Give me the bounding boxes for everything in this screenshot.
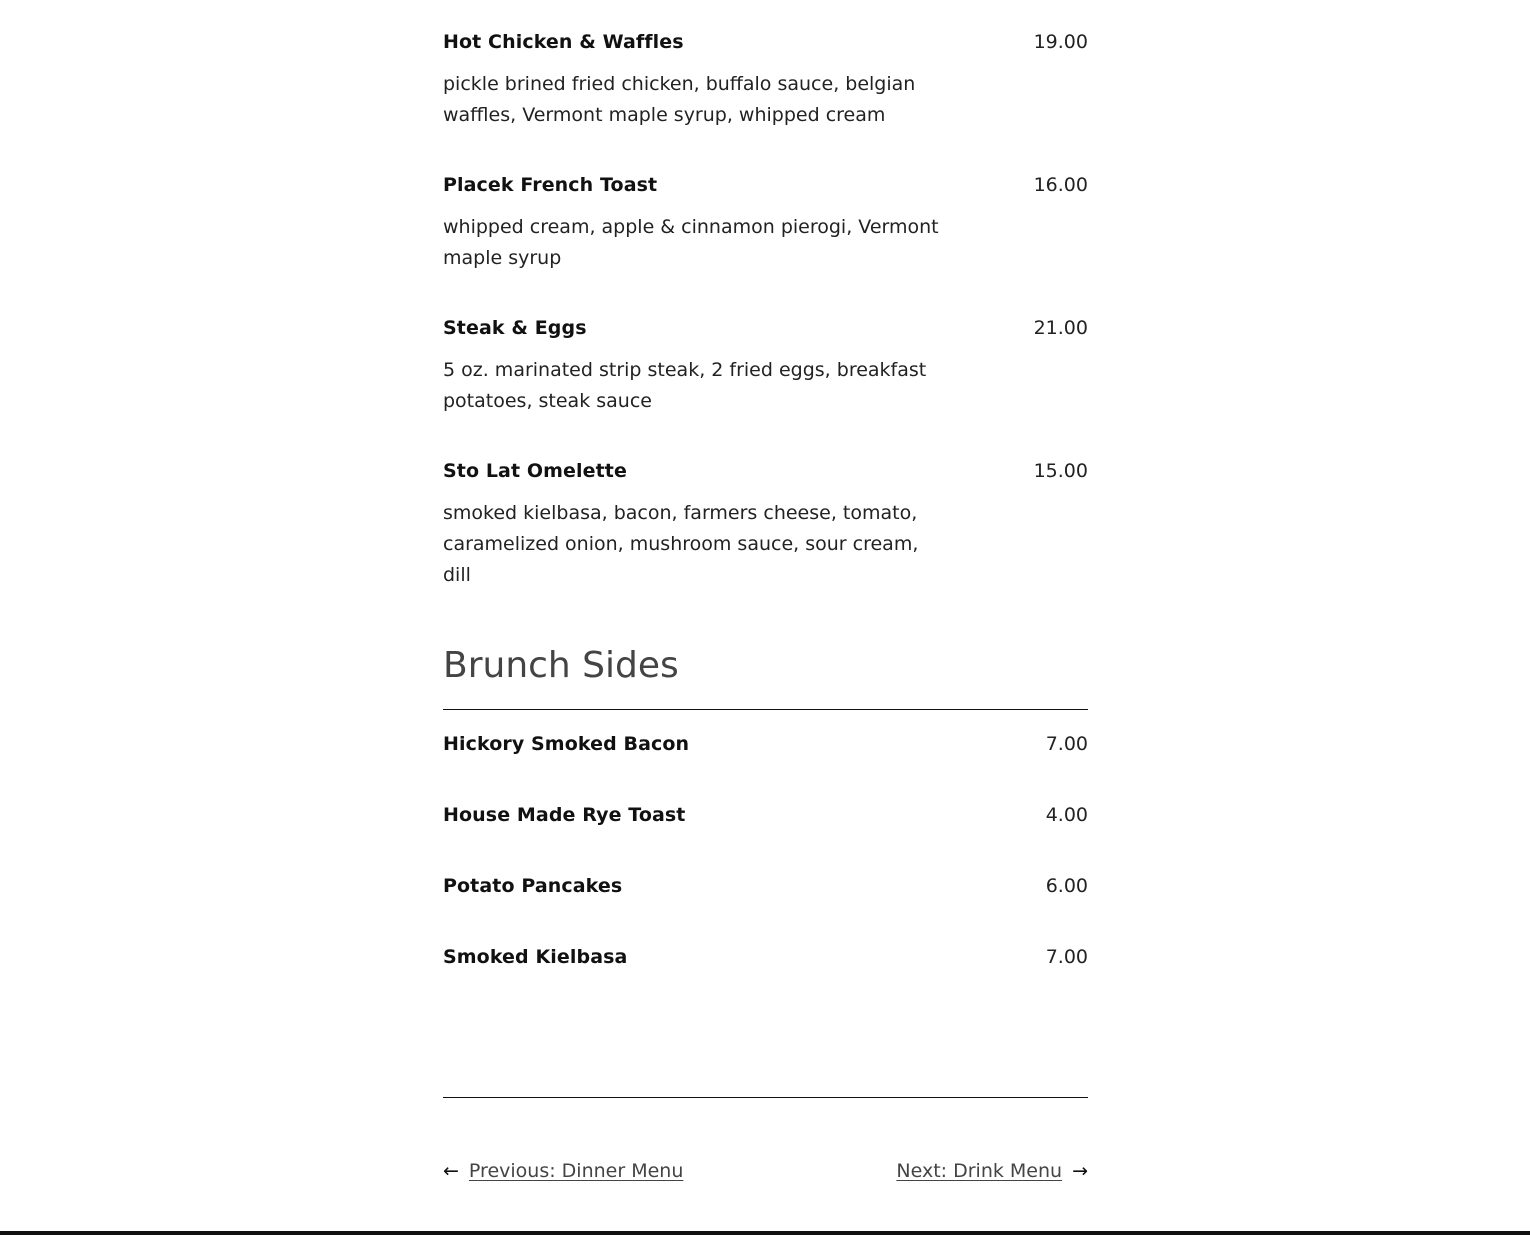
side-item-name: Smoked Kielbasa (443, 946, 628, 968)
menu-item-name: Placek French Toast (443, 174, 658, 196)
menu-item-description: whipped cream, apple & cinnamon pierogi, Vermont maple syrup (443, 216, 939, 269)
side-item-name: House Made Rye Toast (443, 804, 686, 826)
menu-item-header (443, 174, 1088, 196)
menu-item-name: Steak & Eggs (443, 317, 587, 339)
menu-item (443, 174, 1088, 274)
menu-item-name: Hot Chicken & Waffles (443, 31, 684, 53)
side-item-row (443, 733, 1088, 755)
arrow-right-icon: → (1072, 1160, 1088, 1182)
menu-item-description: 5 oz. marinated strip steak, 2 fried eggs, breakfast potatoes, steak sauce (443, 359, 927, 412)
menu-item-price: 19.00 (1033, 31, 1088, 53)
menu-item-price: 16.00 (1033, 174, 1088, 196)
menu-item-price: 15.00 (1033, 460, 1088, 482)
section-divider (443, 709, 1088, 710)
side-item (443, 875, 1088, 897)
side-item-price: 7.00 (1045, 733, 1088, 755)
next-post-label: Next: Drink Menu (896, 1160, 1063, 1182)
side-item-price: 6.00 (1045, 875, 1088, 897)
menu-item-description: smoked kielbasa, bacon, farmers cheese, tomato, caramelized onion, mushroom sauce, sour cream, dill (443, 502, 919, 586)
footer-border (0, 1231, 1530, 1235)
menu-item-header (443, 31, 1088, 53)
menu-item-description: pickle brined fried chicken, buffalo sauce, belgian waffles, Vermont maple syrup, whipped cream (443, 73, 916, 126)
side-item-price: 4.00 (1045, 804, 1088, 826)
side-item-price: 7.00 (1045, 946, 1088, 968)
side-item-row (443, 875, 1088, 897)
menu-item-price: 21.00 (1033, 317, 1088, 339)
menu-item-header (443, 317, 1088, 339)
next-post-link[interactable] (896, 1160, 1088, 1182)
menu-item (443, 317, 1088, 417)
previous-post-label: Previous: Dinner Menu (468, 1160, 684, 1182)
side-item-row (443, 804, 1088, 826)
side-item-row (443, 946, 1088, 968)
side-item (443, 946, 1088, 968)
side-item-name: Potato Pancakes (443, 875, 623, 897)
menu-item-header (443, 460, 1088, 482)
arrow-left-icon: ← (443, 1160, 459, 1182)
side-item (443, 804, 1088, 826)
side-item (443, 733, 1088, 755)
post-navigation-divider (443, 1097, 1088, 1098)
menu-item-name: Sto Lat Omelette (443, 460, 627, 482)
previous-post-link[interactable] (443, 1160, 683, 1182)
side-item-name: Hickory Smoked Bacon (443, 733, 690, 755)
menu-item (443, 31, 1088, 131)
menu-item (443, 460, 1088, 591)
section-heading-brunch-sides: Brunch Sides (443, 645, 679, 686)
